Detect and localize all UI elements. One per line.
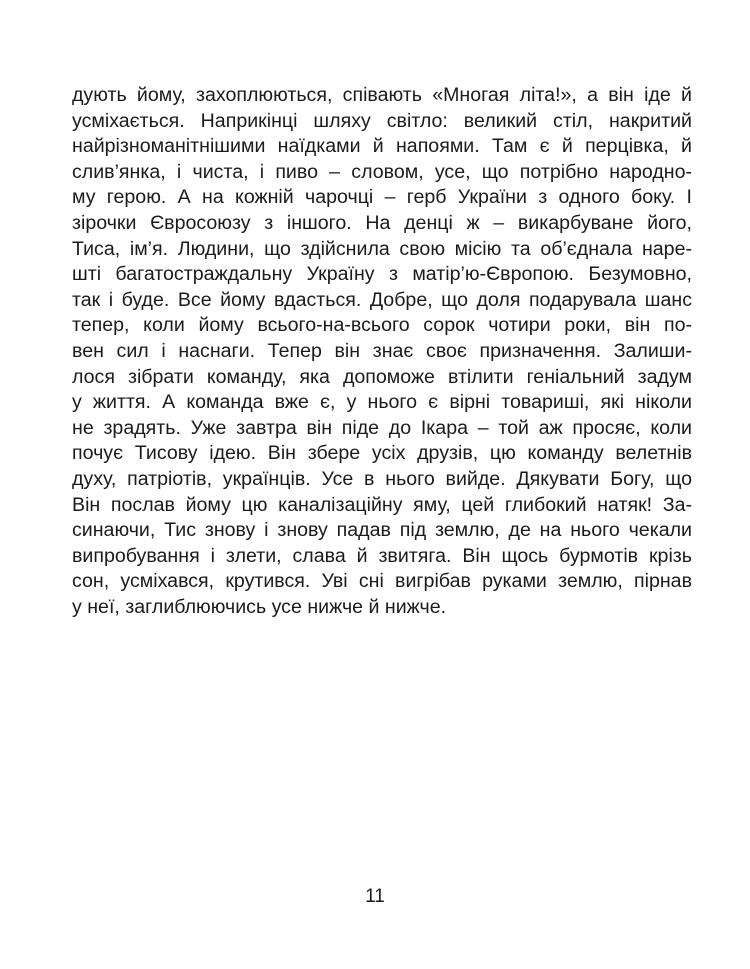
- text-line: тепер, коли йому всього-на-всього сорок чотири роки, він по-: [72, 314, 692, 337]
- text-line-last: у неї, заглиблюючись усе нижче й нижче.: [72, 595, 447, 618]
- page-number: 11: [365, 886, 385, 907]
- text-line: почує Тисову ідею. Він збере усіх друзів, цю команду велетнів: [72, 442, 692, 465]
- body-text: [72, 83, 692, 620]
- text-line: шті багатостраждальну Україну з матір’ю-Європою. Безумовно,: [72, 263, 692, 286]
- text-line: вен сил і наснаги. Тепер він знає своє призначення. Залиши-: [72, 339, 692, 362]
- text-line: не зрадять. Уже завтра він піде до Ікара – той аж просяє, коли: [72, 416, 692, 439]
- text-line: найрізноманітнішими наїдками й напоями. Там є й перцівка, й: [72, 135, 692, 158]
- text-line: синаючи, Тис знову і знову падав під землю, де на нього чекали: [72, 519, 692, 542]
- text-line: слив’янка, і чиста, і пиво – словом, усе, що потрібно народно-: [72, 160, 692, 183]
- text-line: лося зібрати команду, яка допоможе втілити геніальний задум: [72, 365, 692, 388]
- text-line: дують йому, захоплюються, співають «Многая літа!», а він іде й: [72, 84, 692, 106]
- text-line: зірочки Євросоюзу з іншого. На денці ж – викарбуване його,: [72, 211, 692, 234]
- text-line: сон, усміхався, крутився. Уві сні вигрібав руками землю, пірнав: [72, 570, 692, 593]
- text-line: у життя. А команда вже є, у нього є вірні товариші, які ніколи: [72, 391, 692, 414]
- text-line: так і буде. Все йому вдасться. Добре, що доля подарувала шанс: [72, 288, 692, 311]
- text-line: му герою. А на кожній чарочці – герб України з одного боку. І: [72, 186, 692, 209]
- text-line: духу, патріотів, українців. Усе в нього вийде. Дякувати Богу, що: [72, 467, 692, 490]
- text-line: Він послав йому цю каналізаційну яму, цей глибокий натяк! За-: [72, 493, 692, 516]
- text-line: усміхається. Наприкінці шляху світло: великий стіл, накритий: [72, 109, 692, 132]
- text-line: випробування і злети, слава й звитяга. Він щось бурмотів крізь: [72, 544, 692, 567]
- text-line: Тиса, ім’я. Людини, що здійснила свою місію та об’єднала наре-: [72, 237, 692, 260]
